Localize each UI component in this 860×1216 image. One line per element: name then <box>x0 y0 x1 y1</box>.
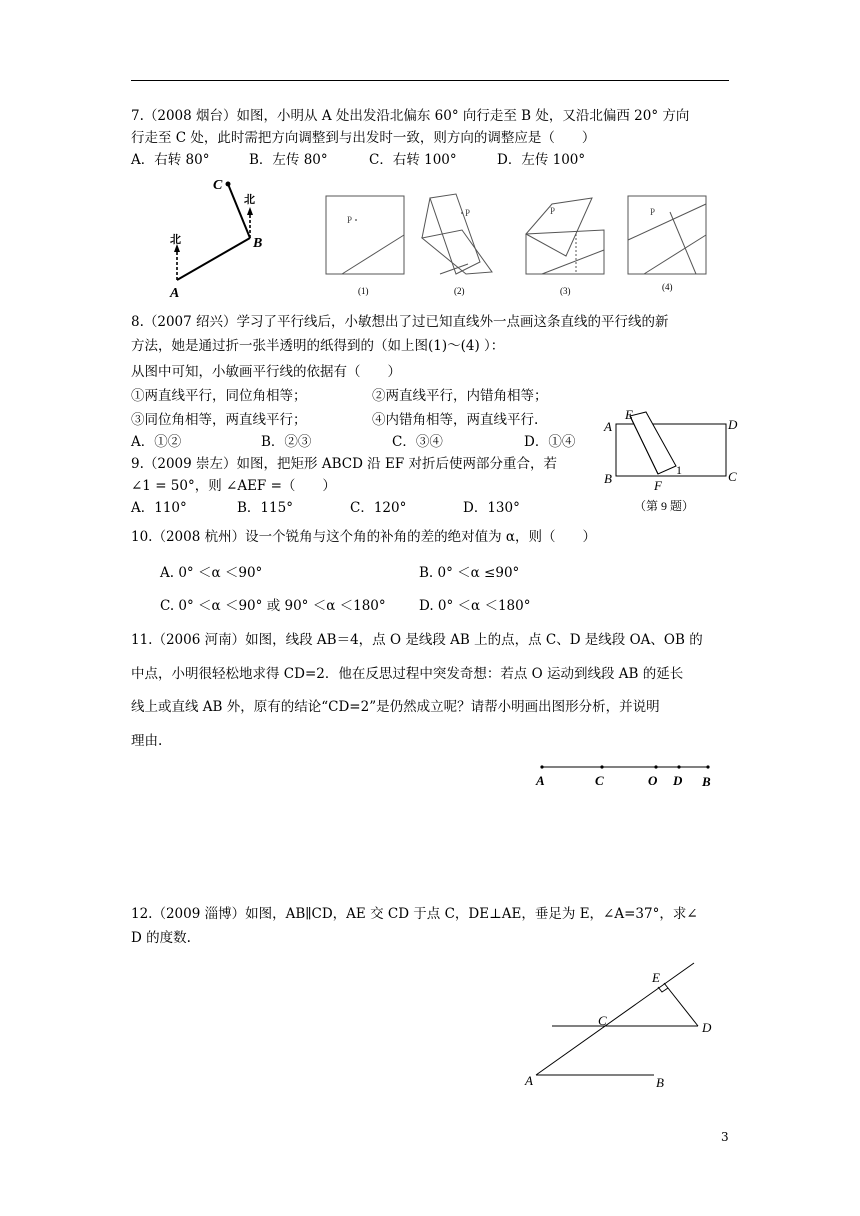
q7-label-a: A <box>170 286 180 301</box>
q9-option-c: C．120° <box>350 500 407 516</box>
q11-label-d: D <box>673 773 683 788</box>
fold-caption-4: (4) <box>662 282 673 292</box>
q7-label-c: C <box>213 178 223 193</box>
q8-reason-1: ①两直线平行，同位角相等； <box>131 388 307 404</box>
q12-label-d: D <box>702 1020 712 1035</box>
q12-line1: 12.（2009 淄博）如图，AB∥CD，AE 交 CD 于点 C，DE⊥AE，垂足为 E，∠A=37°，求∠ <box>131 906 698 922</box>
q9-option-d: D．130° <box>463 500 520 516</box>
q12-parallel-figure <box>520 955 720 1095</box>
fold-figures <box>320 190 715 302</box>
fold-figure-3 <box>526 198 604 296</box>
header-rule <box>131 80 729 81</box>
fold-figure-1 <box>326 196 404 296</box>
q9-label-c: C <box>728 469 737 484</box>
q10-option-a: A. 0° ＜α ＜90° <box>160 565 263 581</box>
q9-rectangle-figure <box>600 404 750 514</box>
q9-label-d: D <box>728 417 738 432</box>
q12-label-b: B <box>656 1075 664 1090</box>
q10-option-b: B. 0° ＜α ≤90° <box>419 565 520 581</box>
q8-reason-4: ④内错角相等，两直线平行. <box>372 412 539 428</box>
q7-label-north1: 北 <box>170 234 181 246</box>
q7-option-d: D．左传 100° <box>497 152 586 168</box>
q10-option-c: C. 0° ＜α ＜90° 或 90° ＜α ＜180° <box>160 598 386 614</box>
page-number: 3 <box>721 1130 729 1144</box>
q9-label-e: E <box>625 407 633 422</box>
q9-line1: 9.（2009 崇左）如图，把矩形 ABCD 沿 EF 对折后使两部分重合，若 <box>131 456 557 472</box>
q8-option-d: D．①④ <box>524 434 576 450</box>
q11-label-b: B <box>702 774 711 789</box>
q9-label-f: F <box>654 478 662 493</box>
q7-option-b: B．左传 80° <box>249 152 328 168</box>
q12-label-a: A <box>525 1073 533 1088</box>
q11-line4: 理由. <box>131 733 163 749</box>
q11-label-a: A <box>536 773 545 788</box>
q9-caption: （第 9 题） <box>634 499 695 513</box>
q10-line1: 10.（2008 杭州）设一个锐角与这个角的补角的差的绝对值为 α，则（ ） <box>131 529 597 545</box>
fold-caption-2: (2) <box>454 286 465 296</box>
fold-figure-4 <box>628 196 706 292</box>
fold-p-label-4: P <box>650 207 656 217</box>
q9-label-a: A <box>604 419 612 434</box>
q11-segment-figure <box>530 755 720 795</box>
q8-line3: 从图中可知，小敏画平行线的依据有（ ） <box>131 364 401 380</box>
q8-line1: 8.（2007 绍兴）学习了平行线后，小敏想出了过已知直线外一点画这条直线的平行线的新 <box>131 314 669 330</box>
q9-label-angle1: 1 <box>676 463 682 477</box>
q7-label-north2: 北 <box>244 194 255 206</box>
q8-option-c: C．③④ <box>392 434 443 450</box>
q8-line2: 方法，她是通过折一张半透明的纸得到的（如上图(1)～(4) ）： <box>131 338 505 354</box>
fold-figure-2 <box>422 194 492 296</box>
q12-label-c: C <box>598 1013 607 1028</box>
q9-option-b: B．115° <box>237 500 293 516</box>
q7-option-a: A．右转 80° <box>131 152 210 168</box>
q9-label-b: B <box>604 471 612 486</box>
q7-label-b: B <box>253 236 263 251</box>
q7-line2: 行走至 C 处，此时需把方向调整到与出发时一致，则方向的调整应是（ ） <box>131 130 596 146</box>
q11-line3: 线上或直线 AB 外，原有的结论“CD=2”是仍然成立呢？请帮小明画出图形分析，并说明 <box>131 699 660 715</box>
fold-p-label-2: P <box>465 208 471 218</box>
q10-option-d: D. 0° ＜α ＜180° <box>419 598 531 614</box>
q7-option-c: C．右转 100° <box>369 152 457 168</box>
fold-caption-1: (1) <box>358 286 369 296</box>
fold-p-label-1: P <box>347 215 353 225</box>
q8-option-b: B．②③ <box>261 434 312 450</box>
q12-label-e: E <box>652 970 660 985</box>
q8-reason-2: ②两直线平行，内错角相等； <box>372 388 548 404</box>
q9-option-a: A．110° <box>131 500 187 516</box>
q7-line1: 7.（2008 烟台）如图，小明从 A 处出发沿北偏东 60° 向行走至 B 处，又沿北偏西 20° 方向 <box>131 108 690 124</box>
fold-caption-3: (3) <box>560 286 571 296</box>
q11-line1: 11.（2006 河南）如图，线段 AB＝4，点 O 是线段 AB 上的点，点 C、D 是线段 OA、OB 的 <box>131 632 703 648</box>
q8-reason-3: ③同位角相等，两直线平行； <box>131 412 307 428</box>
q9-line2: ∠1 = 50°，则 ∠AEF =（ ） <box>131 478 336 494</box>
q12-line2: D 的度数. <box>131 930 191 946</box>
q11-label-c: C <box>595 773 604 788</box>
q7-direction-figure <box>160 172 280 302</box>
q11-line2: 中点，小明很轻松地求得 CD=2．他在反思过程中突发奇想：若点 O 运动到线段 AB 的延长 <box>131 666 684 682</box>
q11-label-o: O <box>648 773 658 788</box>
q8-option-a: A．①② <box>131 434 182 450</box>
fold-p-label-3: P <box>550 206 556 216</box>
